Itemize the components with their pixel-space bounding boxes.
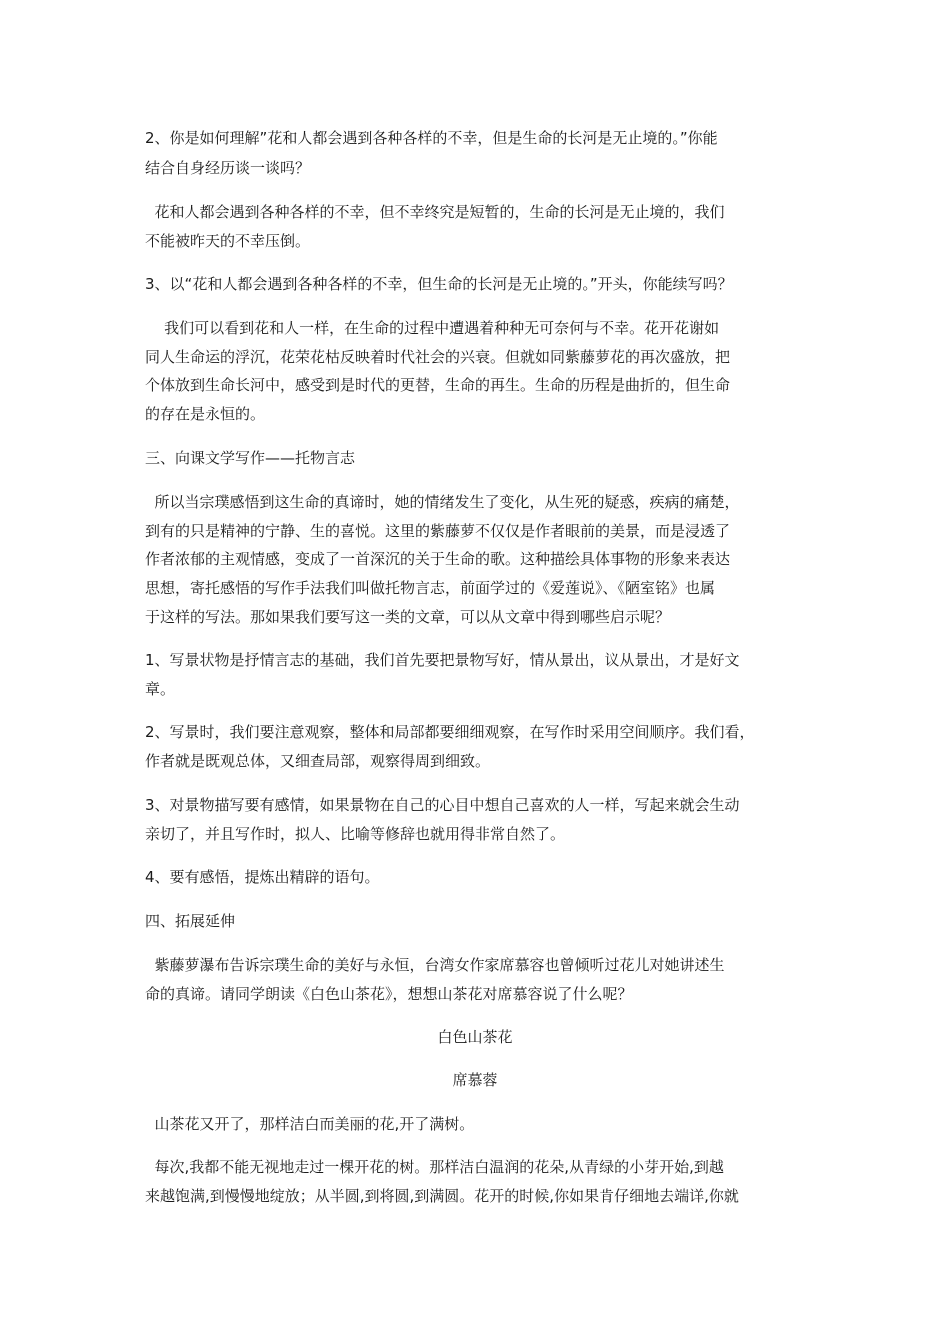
poem-title: 白色山茶花 <box>437 1028 513 1046</box>
question-2-line-1: 2、你是如何理解”花和人都会遇到各种各样的不幸，但是生命的长河是无止境的。”你能 <box>145 129 718 147</box>
section-3-paragraph-line-4: 思想，寄托感悟的写作手法我们叫做托物言志，前面学过的《爱莲说》、《陋室铭》也属 <box>145 579 716 597</box>
tip-4-line-1: 4、要有感悟，提炼出精辟的语句。 <box>145 868 380 886</box>
poem-author: 席慕蓉 <box>452 1071 498 1089</box>
tip-2-line-2: 作者就是既观总体，又细查局部，观察得周到细致。 <box>145 752 491 770</box>
section-4-paragraph-line-1: 紫藤萝瀑布告诉宗璞生命的美好与永恒，台湾女作家席慕容也曾倾听过花儿对她讲述生 <box>145 956 725 974</box>
section-3-paragraph-line-2: 到有的只是精神的宁静、生的喜悦。这里的紫藤萝不仅仅是作者眼前的美景，而是浸透了 <box>145 522 731 540</box>
answer-3-line-4: 的存在是永恒的。 <box>145 405 266 423</box>
section-3-heading: 三、向课文学写作——托物言志 <box>145 449 356 467</box>
answer-2-line-2: 不能被昨天的不幸压倒。 <box>145 232 311 250</box>
tip-3-line-1: 3、对景物描写要有感情，如果景物在自己的心目中想自己喜欢的人一样，写起来就会生动 <box>145 796 740 814</box>
tip-2-line-1: 2、写景时，我们要注意观察，整体和局部都要细细观察，在写作时采用空间顺序。我们看， <box>145 723 755 741</box>
section-3-paragraph-line-5: 于这样的写法。那如果我们要写这一类的文章，可以从文章中得到哪些启示呢？ <box>145 608 671 626</box>
answer-3-line-3: 个体放到生命长河中，感受到是时代的更替，生命的再生。生命的历程是曲折的，但生命 <box>145 376 731 394</box>
tip-3-line-2: 亲切了，并且写作时，拟人、比喻等修辞也就用得非常自然了。 <box>145 825 566 843</box>
essay-paragraph-1: 山茶花又开了，那样洁白而美丽的花,开了满树。 <box>145 1115 475 1133</box>
question-2-line-2: 结合自身经历谈一谈吗？ <box>145 159 311 177</box>
answer-2-line-1: 花和人都会遇到各种各样的不幸，但不幸终究是短暂的，生命的长河是无止境的，我们 <box>145 203 725 221</box>
essay-paragraph-2-line-1: 每次,我都不能无视地走过一棵开花的树。那样洁白温润的花朵,从青绿的小芽开始,到越 <box>145 1158 724 1176</box>
tip-1-line-1: 1、写景状物是抒情言志的基础，我们首先要把景物写好，情从景出，议从景出，才是好文 <box>145 651 740 669</box>
answer-3-line-2: 同人生命运的浮沉，花荣花枯反映着时代社会的兴衰。但就如同紫藤萝花的再次盛放，把 <box>145 348 731 366</box>
section-3-paragraph-line-3: 作者浓郁的主观情感，变成了一首深沉的关于生命的歌。这种描绘具体事物的形象来表达 <box>145 550 731 568</box>
essay-paragraph-2-line-2: 来越饱满,到慢慢地绽放；从半圆,到将圆,到满圆。花开的时候,你如果肯仔细地去端详,你就 <box>145 1187 739 1205</box>
section-4-heading: 四、拓展延伸 <box>145 912 236 930</box>
tip-1-line-2: 章。 <box>145 680 176 698</box>
section-4-paragraph-line-2: 命的真谛。请同学朗读《白色山茶花》，想想山茶花对席慕容说了什么呢？ <box>145 985 633 1003</box>
question-3-line-1: 3、以“花和人都会遇到各种各样的不幸，但生命的长河是无止境的。”开头，你能续写吗？ <box>145 275 733 293</box>
answer-3-line-1: 我们可以看到花和人一样，在生命的过程中遭遇着种种无可奈何与不幸。花开花谢如 <box>145 319 720 337</box>
section-3-paragraph-line-1: 所以当宗璞感悟到这生命的真谛时，她的情绪发生了变化，从生死的疑惑，疾病的痛楚， <box>145 493 740 511</box>
